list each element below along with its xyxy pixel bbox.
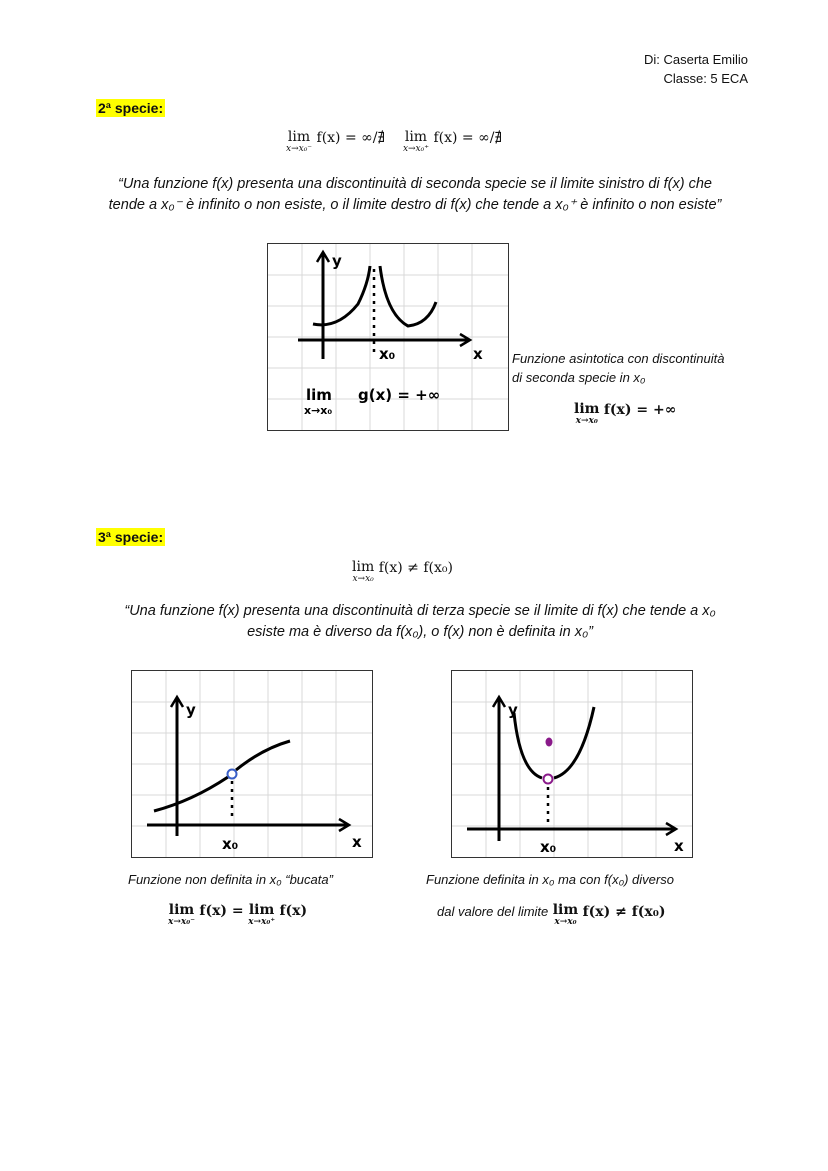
x0-label: x₀ — [222, 835, 239, 853]
graph-third-kind-undefined-svg — [132, 671, 372, 857]
open-point — [228, 770, 237, 779]
left-graph-formula: lim x→x₀⁻ f(x) = lim x→x₀⁺ f(x) — [168, 902, 308, 927]
graph-second-kind — [267, 243, 509, 431]
graph-second-kind-svg — [268, 244, 508, 430]
graph-lim-sub: x→x₀ — [304, 404, 333, 417]
curve-left — [514, 713, 542, 778]
left-graph-caption: Funzione non definita in x₀ “bucata” — [128, 872, 333, 887]
curve-right — [236, 741, 290, 770]
author-class: Classe: 5 ECA — [663, 71, 748, 86]
x0-label: x₀ — [540, 838, 557, 856]
graph-lim-word: lim — [306, 386, 332, 404]
author-name: Di: Caserta Emilio — [643, 52, 748, 67]
graph-lim-expr: g(x) = +∞ — [358, 386, 441, 404]
defined-point — [546, 738, 553, 747]
sec3-limit-formula: lim x→x₀ f(x) ≠ f(x₀) — [352, 559, 453, 584]
section-heading-3: 3ª specie: — [98, 529, 164, 545]
curve-left — [154, 777, 228, 811]
axis-x-label: x — [473, 345, 483, 363]
right-graph-caption: Funzione definita in x₀ ma con f(x₀) diverso — [426, 872, 674, 887]
graph-third-kind-defined — [451, 670, 693, 858]
right-graph-formula: dal valore del limite lim x→x₀ f(x) ≠ f(x₀) — [437, 902, 666, 927]
axis-y-label: y — [508, 701, 518, 719]
sec2-graph-caption: Funzione asintotica con discontinuità di seconda specie in x₀ — [512, 351, 725, 385]
section-heading-2: 2ª specie: — [98, 100, 164, 116]
x0-label: x₀ — [379, 345, 396, 363]
sec2-definition-quote: “Una funzione f(x) presenta una discontinuità di seconda specie se il limite sinistro di f(x) che tende a x₀⁻ è infinito o non esiste, o il limite destro di f(x) che tende a x₀⁺ è infinito o non esiste” — [108, 176, 722, 213]
sec3-definition-quote: “Una funzione f(x) presenta una discontinuità di terza specie se il limite di f(x) che tende a x₀ esiste ma è diverso da f(x₀), o f(x) non è definita in x₀” — [124, 603, 716, 640]
axis-x-label: x — [352, 833, 362, 851]
graph-third-kind-undefined — [131, 670, 373, 858]
axis-y-label: y — [186, 701, 196, 719]
open-point — [544, 775, 553, 784]
sec2-limits-formula: lim x→x₀⁻ f(x) = ∞/∄ lim x→x₀⁺ f(x) = ∞/∄ — [286, 129, 503, 154]
axis-y-label: y — [332, 252, 342, 270]
graph-third-kind-defined-svg — [452, 671, 692, 857]
sec2-caption-formula: lim x→x₀ f(x) = +∞ — [574, 401, 677, 426]
author-block — [644, 50, 748, 88]
axis-x-label: x — [674, 837, 684, 855]
